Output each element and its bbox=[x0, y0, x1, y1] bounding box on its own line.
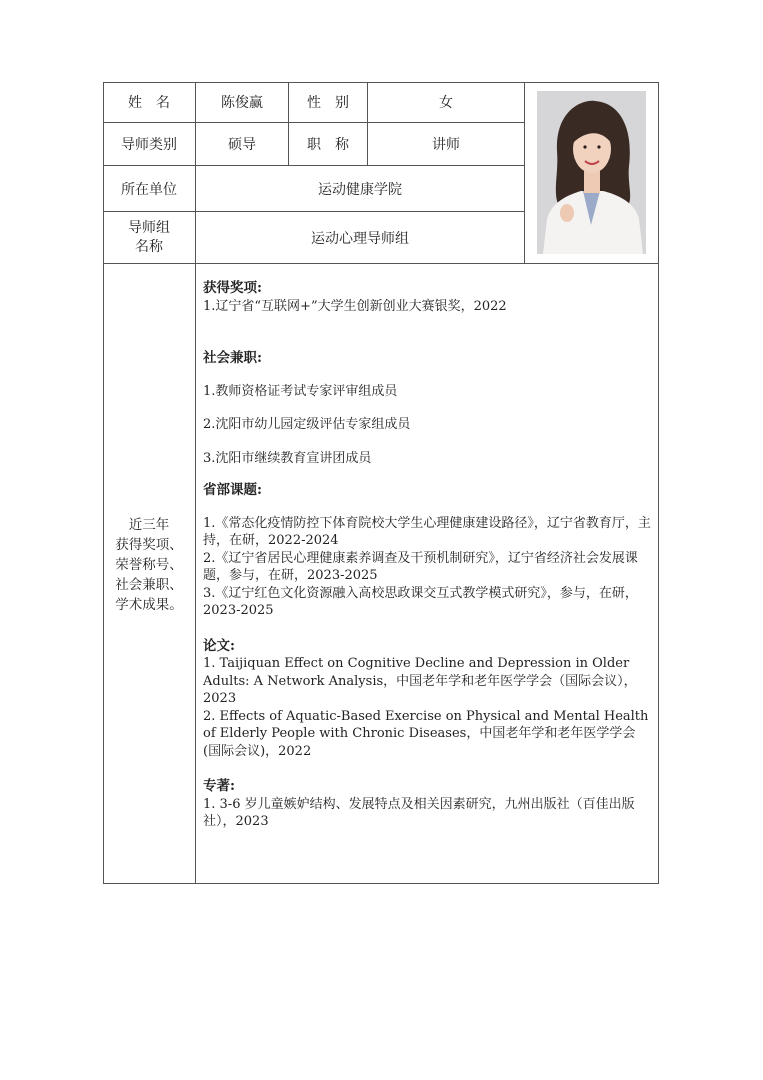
unit-label: 所在单位 bbox=[121, 181, 177, 198]
paper-item: 1. Taijiquan Effect on Cognitive Decline and Depression in Older Adults: A Network Analysis，中国老年学和老年医学学会（国际会议），2023 bbox=[203, 656, 637, 706]
achievements-content bbox=[203, 280, 651, 831]
social-item: 3.沈阳市继续教育宣讲团成员 bbox=[203, 450, 372, 466]
achievements-label-line: 学术成果。 bbox=[115, 597, 183, 613]
group-label bbox=[103, 212, 195, 263]
gender-label: 性 别 bbox=[307, 95, 349, 111]
books-heading: 专著: bbox=[203, 778, 235, 794]
unit-value: 运动健康学院 bbox=[318, 181, 402, 198]
project-item: 1.《常态化疫情防控下体育院校大学生心理健康建设路径》，辽宁省教育厅，主持，在研，2022-2024 bbox=[203, 515, 651, 548]
group-value: 运动心理导师组 bbox=[311, 230, 409, 247]
col-divider bbox=[524, 82, 525, 263]
social-heading: 社会兼职: bbox=[203, 350, 262, 366]
title-label: 职 称 bbox=[307, 137, 349, 153]
group-label-line-2: 名称 bbox=[135, 238, 163, 255]
awards-heading: 获得奖项: bbox=[203, 280, 262, 296]
achievements-label bbox=[106, 515, 192, 615]
portrait-photo bbox=[537, 91, 646, 254]
title-value: 讲师 bbox=[432, 137, 460, 153]
gender-value: 女 bbox=[439, 95, 453, 111]
award-item: 1.辽宁省“互联网+”大学生创新创业大赛银奖，2022 bbox=[203, 298, 507, 314]
project-item: 2.《辽宁省居民心理健康素养调查及干预机制研究》，辽宁省经济社会发展课题，参与，在研，2023-2025 bbox=[203, 550, 638, 583]
social-item: 1.教师资格证考试专家评审组成员 bbox=[203, 383, 398, 399]
group-label-line-1: 导师组 bbox=[128, 219, 170, 236]
project-item: 3.《辽宁红色文化资源融入高校思政课交互式教学模式研究》，参与，在研，2023-2025 bbox=[203, 585, 638, 618]
papers-heading: 论文: bbox=[203, 637, 235, 654]
projects-heading: 省部课题: bbox=[203, 482, 262, 498]
achievements-label-line: 荣誉称号、 bbox=[115, 557, 183, 573]
social-item: 2.沈阳市幼儿园定级评估专家组成员 bbox=[203, 417, 411, 432]
book-item: 1. 3-6 岁儿童嫉妒结构、发展特点及相关因素研究，九州出版社（百佳出版社），2023 bbox=[203, 796, 635, 829]
achievements-label-line: 社会兼职、 bbox=[115, 577, 183, 593]
type-value: 硕导 bbox=[228, 137, 256, 153]
name-label: 姓 名 bbox=[128, 95, 170, 111]
row-divider bbox=[103, 263, 659, 264]
name-value: 陈俊赢 bbox=[221, 95, 263, 111]
type-label: 导师类别 bbox=[121, 137, 177, 153]
paper-item: 2. Effects of Aquatic-Based Exercise on Physical and Mental Health of Elderly People with Chronic Diseases，中国老年学和老年医学学会(国际会议)，2022 bbox=[203, 708, 649, 759]
achievements-label-line: 近三年 bbox=[128, 517, 170, 533]
achievements-label-line: 获得奖项、 bbox=[115, 537, 183, 553]
